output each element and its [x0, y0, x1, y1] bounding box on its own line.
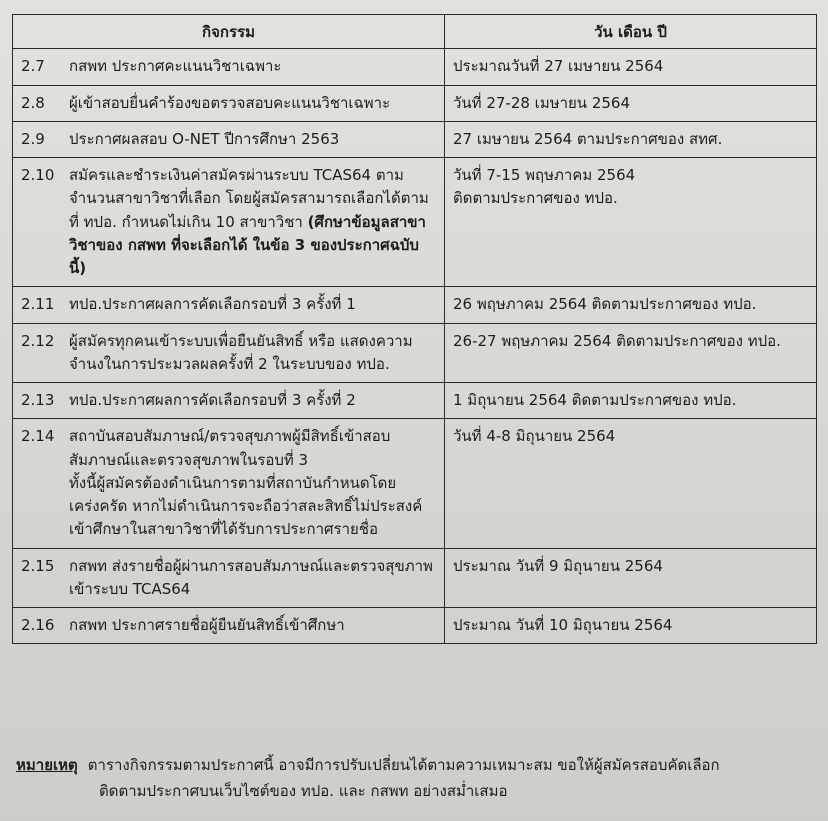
- activity-text: สถาบันสอบสัมภาษณ์/ตรวจสุขภาพผู้มีสิทธิ์เข้าสอบสัมภาษณ์และตรวจสุขภาพในรอบที่ 3: [69, 427, 391, 469]
- row-number: 2.13: [21, 391, 55, 409]
- activity-cell: [13, 383, 445, 419]
- table-row: [13, 323, 817, 383]
- activity-cell: [13, 85, 445, 121]
- table-row: [13, 158, 817, 287]
- date-text: วันที่ 7-15 พฤษภาคม 2564: [453, 166, 636, 184]
- date-cell: 26-27 พฤษภาคม 2564 ติดตามประกาศของ ทปอ.: [445, 323, 817, 383]
- date-cell: 26 พฤษภาคม 2564 ติดตามประกาศของ ทปอ.: [445, 287, 817, 323]
- row-number: 2.10: [21, 166, 55, 184]
- date-cell: 1 มิถุนายน 2564 ติดตามประกาศของ ทปอ.: [445, 383, 817, 419]
- activity-cell: [13, 121, 445, 157]
- activity-text: ทปอ.ประกาศผลการคัดเลือกรอบที่ 3 ครั้งที่ 1: [69, 295, 356, 314]
- activity-cell: [13, 287, 445, 323]
- activity-bold-note: (ศึกษาข้อมูลสาขาวิชาของ กสพท ที่จะเลือกได้ ในข้อ 3 ของประกาศฉบับนี้): [69, 212, 426, 277]
- activity-text-line2: ทั้งนี้ผู้สมัครต้องดำเนินการตามที่สถาบันกำหนดโดยเคร่งครัด หากไม่ดำเนินการจะถือว่าสละสิทธิ์ไม่ประสงค์เข้าศึกษาในสาขาวิชาที่ได้รับการประกาศรายชื่อ: [69, 473, 423, 539]
- table-row: [13, 121, 817, 157]
- date-cell: 27 เมษายน 2564 ตามประกาศของ สทศ.: [445, 121, 817, 157]
- header-date: วัน เดือน ปี: [445, 15, 817, 49]
- activity-cell: [13, 419, 445, 548]
- table-row: [13, 49, 817, 85]
- activity-text: ผู้สมัครทุกคนเข้าระบบเพื่อยืนยันสิทธิ์ หรือ แสดงความจำนงในการประมวลผลครั้งที่ 2 ในระบบของ ทปอ.: [69, 331, 413, 373]
- note-line1: ตารางกิจกรรมตามประกาศนี้ อาจมีการปรับเปลี่ยนได้ตามความเหมาะสม ขอให้ผู้สมัครสอบคัดเลือก: [87, 756, 720, 774]
- row-number: 2.9: [21, 129, 45, 148]
- activity-text: กสพท ประกาศรายชื่อผู้ยืนยันสิทธิ์เข้าศึกษา: [69, 616, 345, 634]
- activity-text: สมัครและชำระเงินค่าสมัครผ่านระบบ TCAS64 ตามจำนวนสาขาวิชาที่เลือก โดยผู้สมัครสามารถเลือกได้ตามที่ ทปอ. กำหนดไม่เกิน 10 สาขาวิชา: [69, 166, 429, 231]
- table-row: [13, 419, 817, 548]
- date-cell: ประมาณวันที่ 27 เมษายน 2564: [445, 49, 817, 85]
- date-cell: วันที่ 4-8 มิถุนายน 2564: [445, 419, 817, 548]
- activity-text: กสพท ประกาศคะแนนวิชาเฉพาะ: [69, 57, 282, 76]
- row-number: 2.11: [21, 295, 55, 314]
- activity-text: ผู้เข้าสอบยื่นคำร้องขอตรวจสอบคะแนนวิชาเฉพาะ: [69, 93, 391, 112]
- date-cell: ประมาณ วันที่ 10 มิถุนายน 2564: [445, 608, 817, 644]
- row-number: 2.8: [21, 93, 45, 112]
- activity-cell: [13, 49, 445, 85]
- date-cell: [445, 158, 817, 287]
- activity-text: กสพท ส่งรายชื่อผู้ผ่านการสอบสัมภาษณ์และตรวจสุขภาพเข้าระบบ TCAS64: [69, 556, 433, 598]
- table-row: [13, 85, 817, 121]
- table-row: [13, 608, 817, 644]
- table-header-row: [13, 15, 817, 49]
- row-number: 2.12: [21, 331, 55, 350]
- header-activity: กิจกรรม: [13, 15, 445, 49]
- activity-cell: [13, 323, 445, 383]
- table-row: [13, 548, 817, 608]
- table-row: [13, 383, 817, 419]
- row-number: 2.14: [21, 427, 55, 446]
- activity-cell: [13, 548, 445, 608]
- row-number: 2.15: [21, 556, 55, 575]
- note-line2: ติดตามประกาศบนเว็บไซต์ของ ทปอ. และ กสพท อย่างสม่ำเสมอ: [99, 782, 508, 801]
- footnote: [16, 752, 816, 805]
- row-number: 2.7: [21, 57, 45, 76]
- activity-cell: [13, 158, 445, 287]
- activity-cell: [13, 608, 445, 644]
- table-row: [13, 287, 817, 323]
- activity-text: ประกาศผลสอบ O-NET ปีการศึกษา 2563: [69, 129, 340, 148]
- activity-text: ทปอ.ประกาศผลการคัดเลือกรอบที่ 3 ครั้งที่ 2: [69, 391, 356, 409]
- date-cell: ประมาณ วันที่ 9 มิถุนายน 2564: [445, 548, 817, 608]
- schedule-table: [12, 14, 817, 644]
- row-number: 2.16: [21, 616, 55, 634]
- note-label: หมายเหตุ: [16, 756, 78, 774]
- date-cell: วันที่ 27-28 เมษายน 2564: [445, 85, 817, 121]
- date-text-line2: ติดตามประกาศของ ทปอ.: [453, 189, 618, 208]
